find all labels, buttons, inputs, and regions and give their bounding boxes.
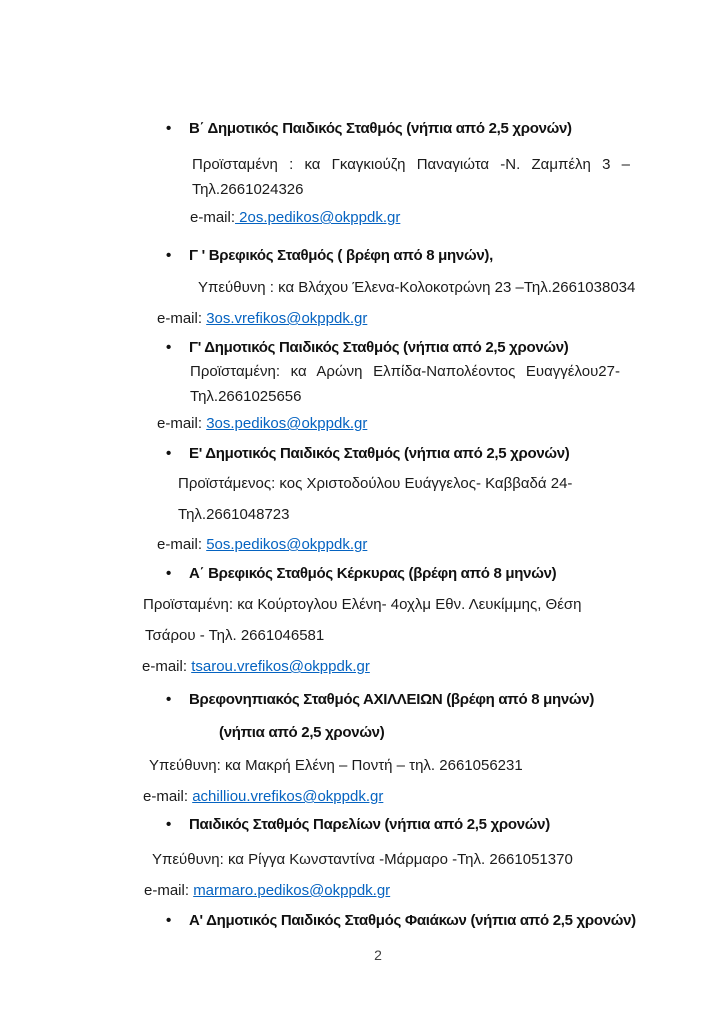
- entry-7-email-link[interactable]: marmaro.pedikos@okppdk.gr: [193, 882, 391, 899]
- entry-4-email-link[interactable]: 5os.pedikos@okppdk.gr: [206, 536, 368, 553]
- entry-6-heading-line-2: (νήπια από 2,5 χρονών): [219, 724, 385, 741]
- bullet-icon: •: [166, 247, 171, 264]
- entry-1-heading-text: Β΄ Δημοτικός Παιδικός Σταθμός (νήπια από 2,5 χρονών): [189, 120, 572, 137]
- entry-6-heading-text: Βρεφονηπιακός Σταθμός ΑΧΙΛΛΕΙΩΝ (βρέφη από 8 μηνών): [189, 691, 595, 708]
- entry-5-detail-line-1: Προϊσταμένη: κα Κούρτογλου Ελένη- 4οχλμ Εθν. Λευκίμμης, Θέση: [143, 596, 582, 613]
- entry-3-email-link[interactable]: 3os.pedikos@okppdk.gr: [206, 415, 368, 432]
- entry-6-email-label: e-mail:: [143, 788, 189, 805]
- bullet-icon: •: [166, 120, 171, 137]
- entry-3-detail-line-1: Προϊσταμένη: κα Αρώνη Ελπίδα-Ναπολέοντος Ευαγγέλου27-: [190, 363, 620, 380]
- entry-5-email-link[interactable]: tsarou.vrefikos@okppdk.gr: [191, 658, 370, 675]
- entry-7-email-label: e-mail:: [144, 882, 190, 899]
- entry-4-email-line: [157, 534, 367, 555]
- entry-8-heading-text: Α' Δημοτικός Παιδικός Σταθμός Φαιάκων (νήπια από 2,5 χρονών): [189, 912, 636, 929]
- entry-6-email-line: [143, 786, 383, 807]
- entry-1-heading: [166, 118, 572, 139]
- entry-2-email-label: e-mail:: [157, 310, 203, 327]
- entry-7-email-line: [144, 880, 390, 901]
- entry-2-detail-line-1: Υπεύθυνη : κα Βλάχου Έλενα-Κολοκοτρώνη 23 –Τηλ.2661038034: [198, 279, 636, 296]
- entry-4-email-label: e-mail:: [157, 536, 203, 553]
- entry-2-heading: [166, 245, 493, 266]
- entry-5-heading: [166, 563, 556, 584]
- entry-4-detail-line-1: Προϊστάμενος: κος Χριστοδούλου Ευάγγελος- Καββαδά 24-: [178, 475, 573, 492]
- entry-3-heading-text: Γ' Δημοτικός Παιδικός Σταθμός (νήπια από 2,5 χρονών): [189, 339, 569, 356]
- bullet-icon: •: [166, 691, 171, 708]
- bullet-icon: •: [166, 816, 171, 833]
- entry-5-heading-text: Α΄ Βρεφικός Σταθμός Κέρκυρας (βρέφη από 8 μηνών): [189, 565, 557, 582]
- entry-6-email-link[interactable]: achilliou.vrefikos@okppdk.gr: [192, 788, 384, 805]
- bullet-icon: •: [166, 339, 171, 356]
- entry-1-detail-line-2: Τηλ.2661024326: [192, 181, 304, 198]
- entry-1-email-label: e-mail:: [190, 209, 236, 226]
- page-number: 2: [374, 947, 382, 963]
- bullet-icon: •: [166, 912, 171, 929]
- entry-4-heading: [166, 443, 569, 464]
- entry-5-detail-line-2: Τσάρου - Τηλ. 2661046581: [145, 627, 325, 644]
- entry-5-email-line: [142, 656, 370, 677]
- entry-7-heading: [166, 814, 550, 835]
- entry-6-heading: [166, 689, 594, 710]
- entry-1-email-line: [190, 207, 400, 228]
- entry-4-detail-line-2: Τηλ.2661048723: [178, 506, 290, 523]
- entry-3-email-label: e-mail:: [157, 415, 203, 432]
- entry-3-detail-line-2: Τηλ.2661025656: [190, 388, 302, 405]
- bullet-icon: •: [166, 445, 171, 462]
- entry-7-detail-line-1: Υπεύθυνη: κα Ρίγγα Κωνσταντίνα -Μάρμαρο -Τηλ. 2661051370: [152, 851, 573, 868]
- entry-1-detail-line-1: Προϊσταμένη : κα Γκαγκιούζη Παναγιώτα -Ν. Ζαμπέλη 3 –: [192, 156, 630, 173]
- entry-5-email-label: e-mail:: [142, 658, 188, 675]
- entry-8-heading: [166, 910, 636, 931]
- entry-2-heading-text: Γ ' Βρεφικός Σταθμός ( βρέφη από 8 μηνών),: [189, 247, 493, 264]
- entry-1-email-link[interactable]: 2os.pedikos@okppdk.gr: [235, 209, 401, 226]
- entry-7-heading-text: Παιδικός Σταθμός Παρελίων (νήπια από 2,5 χρονών): [189, 816, 550, 833]
- bullet-icon: •: [166, 565, 171, 582]
- entry-2-email-line: [157, 308, 367, 329]
- entry-4-heading-text: Ε' Δημοτικός Παιδικός Σταθμός (νήπια από 2,5 χρονών): [189, 445, 570, 462]
- entry-6-detail-line-1: Υπεύθυνη: κα Μακρή Ελένη – Ποντή – τηλ. 2661056231: [149, 757, 523, 774]
- entry-3-email-line: [157, 413, 367, 434]
- entry-3-heading: [166, 337, 568, 358]
- entry-2-email-link[interactable]: 3os.vrefikos@okppdk.gr: [206, 310, 368, 327]
